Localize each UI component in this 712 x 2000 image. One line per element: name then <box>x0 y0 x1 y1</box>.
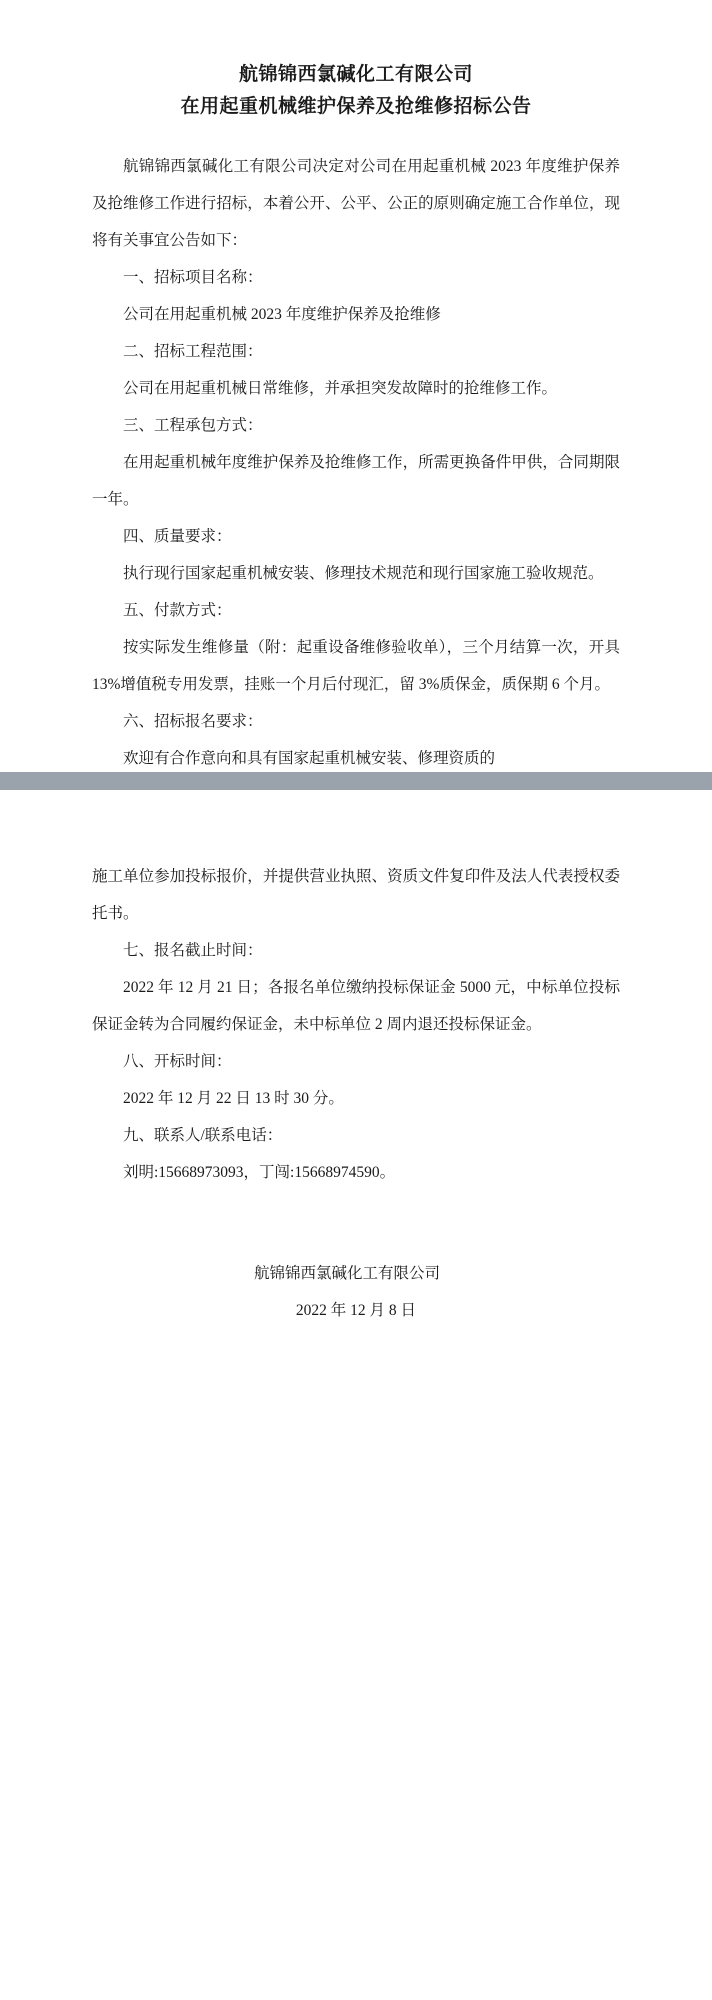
section-3-heading: 三、工程承包方式： <box>123 417 263 434</box>
document-sheet-two <box>0 790 712 2000</box>
section-9-heading: 九、联系人/联系电话： <box>123 1127 283 1144</box>
section-6-heading: 六、招标报名要求： <box>123 713 263 730</box>
document-title <box>92 0 620 122</box>
section-2-heading: 二、招标工程范围： <box>123 343 263 360</box>
section-7-heading: 七、报名截止时间： <box>123 942 263 959</box>
section-7-body: 2022 年 12 月 21 日；各报名单位缴纳投标保证金 5000 元，中标单位投标保证金转为合同履约保证金，未中标单位 2 周内退还投标保证金。 <box>92 979 620 1033</box>
sheet-two-top-margin <box>92 790 620 858</box>
section-1-body: 公司在用起重机械 2023 年度维护保养及抢维修 <box>123 306 441 323</box>
section-5-heading: 五、付款方式： <box>123 602 232 619</box>
section-2-body: 公司在用起重机械日常维修，并承担突发故障时的抢维修工作。 <box>123 380 558 397</box>
section-4-body: 执行现行国家起重机械安装、修理技术规范和现行国家施工验收规范。 <box>123 565 604 582</box>
section-4-heading: 四、质量要求： <box>123 528 232 545</box>
signature-block <box>92 1255 620 1329</box>
section-3-body: 在用起重机械年度维护保养及抢维修工作，所需更换备件甲供，合同期限一年。 <box>92 454 620 508</box>
section-6-body-part-1: 欢迎有合作意向和具有国家起重机械安装、修理资质的 <box>123 750 496 767</box>
section-6-body-part-2: 施工单位参加投标报价，并提供营业执照、资质文件复印件及法人代表授权委托书。 <box>92 868 620 922</box>
title-line-2: 在用起重机械维护保养及抢维修招标公告 <box>180 96 532 117</box>
section-9-body: 刘明:15668973093，丁闯:15668974590。 <box>123 1164 396 1181</box>
document-sheet-one <box>0 0 712 772</box>
section-8-heading: 八、开标时间： <box>123 1053 232 1070</box>
page-separator <box>0 772 712 790</box>
section-5-body: 按实际发生维修量（附：起重设备维修验收单），三个月结算一次，开具 13%增值税专用发票，挂账一个月后付现汇，留 3%质保金，质保期 6 个月。 <box>92 639 620 693</box>
signature-company: 航锦锦西氯碱化工有限公司 <box>253 1265 440 1282</box>
section-8-body: 2022 年 12 月 22 日 13 时 30 分。 <box>123 1090 344 1107</box>
section-1-heading: 一、招标项目名称： <box>123 269 263 286</box>
title-line-1: 航锦锦西氯碱化工有限公司 <box>238 64 473 85</box>
intro-paragraph: 航锦锦西氯碱化工有限公司决定对公司在用起重机械 2023 年度维护保养及抢维修工作进行招标，本着公开、公平、公正的原则确定施工合作单位，现将有关事宜公告如下： <box>92 158 620 249</box>
signature-date: 2022 年 12 月 8 日 <box>295 1302 417 1319</box>
